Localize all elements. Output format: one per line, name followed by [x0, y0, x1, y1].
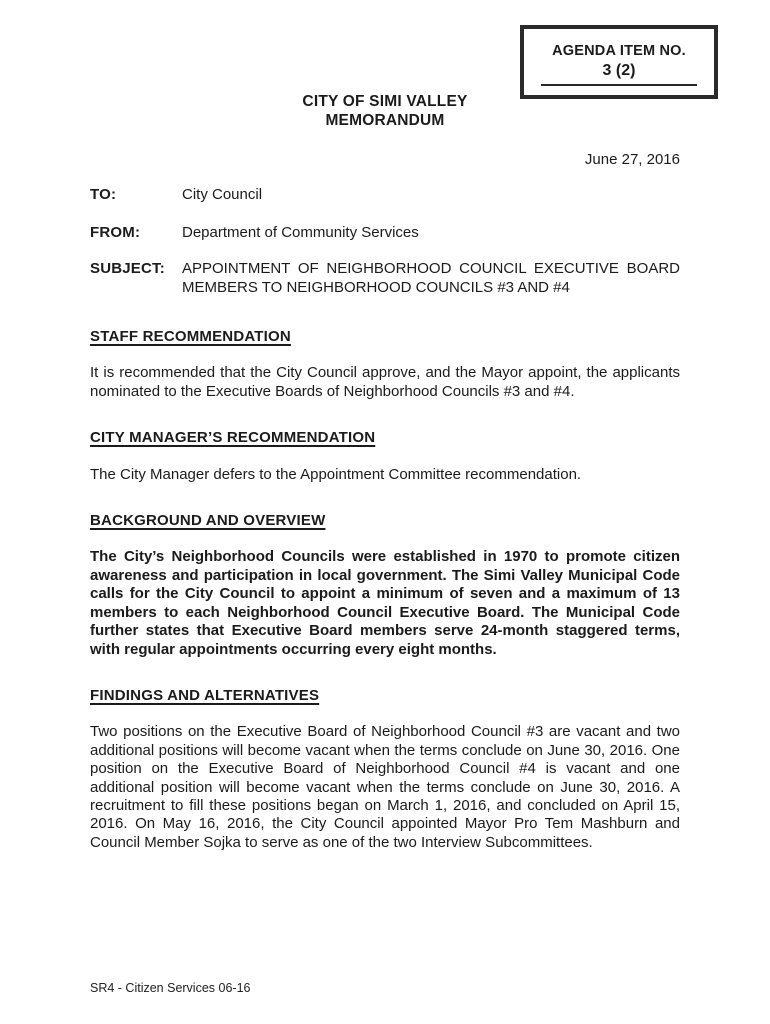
section-body: Two positions on the Executive Board of Neighborhood Council #3 are vacant and two additional positions will become vacant when the terms conclude on June 30, 2016. One position on the Executive Board of Neighborhood Council #4 is vacant and one additional position will become vacant when the terms conclude on June 30, 2016. A recruitment to fill these positions began on March 1, 2016, and concluded on April 15, 2016. On May 16, 2016, the City Council appointed Mayor Pro Tem Mashburn and Council Member Sojka to serve as one of the two Interview Subcommittees. [90, 723, 680, 851]
subject-row [90, 260, 680, 297]
memo-header [90, 0, 680, 130]
to-value: City Council [182, 186, 263, 204]
from-row [90, 224, 680, 242]
section-background-and-overview [90, 512, 680, 659]
section-heading: CITY MANAGER’S RECOMMENDATION [90, 429, 376, 447]
subject-label: SUBJECT: [90, 260, 165, 278]
to-row [90, 186, 680, 204]
section-findings-and-alternatives [90, 687, 680, 852]
section-heading: FINDINGS AND ALTERNATIVES [90, 686, 320, 704]
from-value: Department of Community Services [182, 223, 419, 241]
footer-reference: SR4 - Citizen Services 06-16 [90, 981, 251, 995]
org-title: CITY OF SIMI VALLEY [302, 93, 468, 110]
agenda-item-number: 3 (2) [541, 62, 697, 85]
subject-value: APPOINTMENT OF NEIGHBORHOOD COUNCIL EXECUTIVE BOARD MEMBERS TO NEIGHBORHOOD COUNCILS #3 AND #4 [182, 260, 680, 296]
section-body: The City Manager defers to the Appointment Committee recommendation. [90, 465, 582, 483]
section-heading: BACKGROUND AND OVERVIEW [90, 512, 326, 530]
memo-content [90, 0, 680, 852]
section-body: The City’s Neighborhood Councils were established in 1970 to promote citizen awareness and participation in local government. The Simi Valley Municipal Code calls for the City Council to appoint a minimum of seven and a maximum of 13 members to each Neighborhood Council Executive Board. The Municipal Code further states that Executive Board members serve 24-month staggered terms, with regular appointments occurring every eight months. [90, 548, 680, 658]
section-staff-recommendation [90, 328, 680, 401]
section-city-manager-recommendation [90, 429, 680, 484]
to-label: TO: [90, 186, 117, 204]
memo-date: June 27, 2016 [584, 151, 680, 168]
doc-type-title: MEMORANDUM [325, 112, 445, 129]
section-body: It is recommended that the City Council approve, and the Mayor appoint, the applicants nominated to the Executive Boards of Neighborhood Councils #3 and #4. [90, 364, 680, 400]
from-label: FROM: [90, 223, 141, 241]
section-heading: STAFF RECOMMENDATION [90, 328, 291, 346]
agenda-item-label: AGENDA ITEM NO. [552, 43, 686, 59]
